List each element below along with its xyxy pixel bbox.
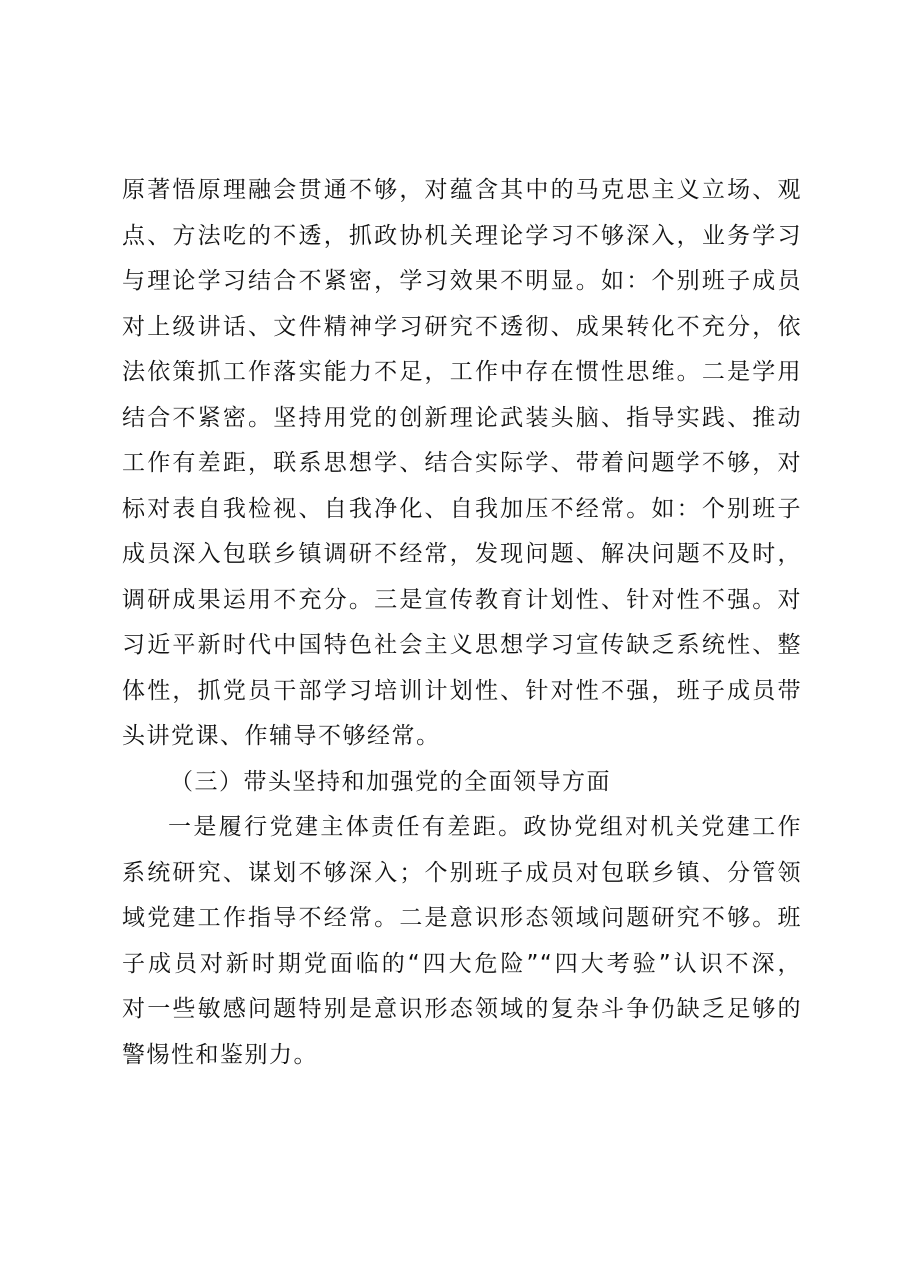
section-heading: （三）带头坚持和加强党的全面领导方面 [170,768,611,795]
paragraph-line: 体性，抓党员干部学习培训计划性、针对性不强，班子成员带 [122,677,802,704]
paragraph-line: 结合不紧密。坚持用党的创新理论武装头脑、指导实践、推动 [122,404,802,431]
paragraph-line: 点、方法吃的不透，抓政协机关理论学习不够深入，业务学习 [122,222,802,249]
paragraph-line: 系统研究、谋划不够深入；个别班子成员对包联乡镇、分管领 [122,859,802,886]
paragraph-line: 对上级讲话、文件精神学习研究不透彻、成果转化不充分，依 [122,313,802,340]
paragraph-line: 对一些敏感问题特别是意识形态领域的复杂斗争仍缺乏足够的 [122,996,802,1022]
paragraph-1 [122,168,802,760]
paragraph-line: 域党建工作指导不经常。二是意识形态领域问题研究不够。班 [122,905,802,931]
paragraph-line: 法依策抓工作落实能力不足，工作中存在惯性思维。二是学用 [122,359,802,385]
paragraph-line-last: 头讲党课、作辅导不够经常。 [122,723,441,749]
document-body [122,168,802,1078]
paragraph-2 [122,805,802,1078]
paragraph-line: 原著悟原理融会贯通不够，对蕴含其中的马克思主义立场、观 [122,177,802,203]
paragraph-line: 习近平新时代中国特色社会主义思想学习宣传缺乏系统性、整 [122,632,802,658]
paragraph-line-first: 一是履行党建主体责任有差距。政协党组对机关党建工作 [168,814,802,840]
paragraph-line: 标对表自我检视、自我净化、自我加压不经常。如：个别班子 [122,495,802,522]
paragraph-line-last: 警惕性和鉴别力。 [122,1041,318,1068]
paragraph-line: 调研成果运用不充分。三是宣传教育计划性、针对性不强。对 [122,586,802,613]
paragraph-line: 与理论学习结合不紧密，学习效果不明显。如：个别班子成员 [122,268,802,294]
paragraph-line: 工作有差距，联系思想学、结合实际学、带着问题学不够，对 [122,450,802,476]
paragraph-line: 成员深入包联乡镇调研不经常，发现问题、解决问题不及时， [122,541,802,567]
paragraph-line: 子成员对新时期党面临的“四大危险”“四大考验”认识不深， [122,950,802,977]
